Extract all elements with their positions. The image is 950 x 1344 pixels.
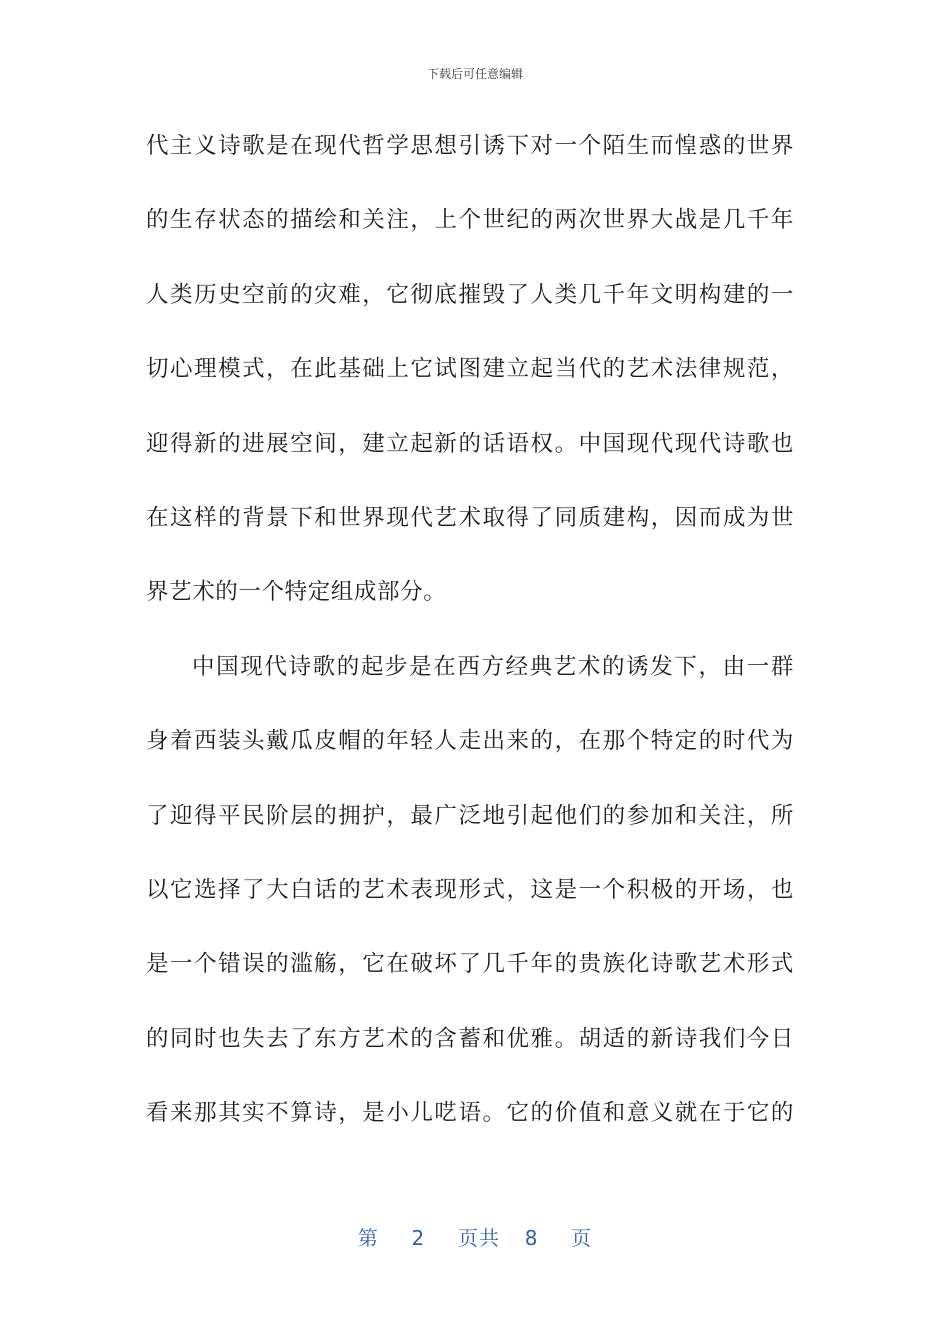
text-line: 是一个错误的滥觞，它在破坏了几千年的贵族化诗歌艺术形式 [146,951,794,978]
text-line: 在这样的背景下和世界现代艺术取得了同质建构，因而成为世 [146,504,794,531]
page-header-note: 下载后可任意编辑 [426,67,523,81]
paragraph-2 [146,647,794,1168]
text-line: 的生存状态的描绘和关注，上个世纪的两次世界大战是几千年 [146,207,794,234]
footer-label-page: 第 [357,1226,379,1250]
footer-current-page: 2 [411,1226,426,1250]
text-line: 的同时也失去了东方艺术的含蓄和优雅。胡适的新诗我们今日 [146,1025,794,1052]
text-line: 了迎得平民阶层的拥护，最广泛地引起他们的参加和关注，所 [146,802,794,829]
text-line: 人类历史空前的灾难，它彻底摧毁了人类几千年文明构建的一 [146,281,794,308]
text-line: 以它选择了大白话的艺术表现形式，这是一个积极的开场，也 [146,876,794,903]
footer-label-end: 页 [571,1226,593,1250]
footer-total-pages: 8 [524,1226,539,1250]
text-line: 代主义诗歌是在现代哲学思想引诱下对一个陌生而惶惑的世界 [146,133,794,159]
text-line: 迎得新的进展空间，建立起新的话语权。中国现代现代诗歌也 [146,430,794,457]
text-line: 身着西装头戴瓜皮帽的年轻人走出来的，在那个特定的时代为 [146,728,794,755]
text-line: 切心理模式，在此基础上它试图建立起当代的艺术法律规范， [146,356,794,383]
document-body [146,126,794,1167]
text-line: 界艺术的一个特定组成部分。 [146,579,447,606]
text-line: 看来那其实不算诗，是小儿呓语。它的价值和意义就在于它的 [146,1100,794,1127]
text-line: 中国现代诗歌的起步是在西方经典艺术的诱发下，由一群 [192,653,794,680]
page-number-footer [0,1224,950,1252]
paragraph-1 [146,126,794,647]
footer-label-of: 页共 [458,1226,500,1250]
